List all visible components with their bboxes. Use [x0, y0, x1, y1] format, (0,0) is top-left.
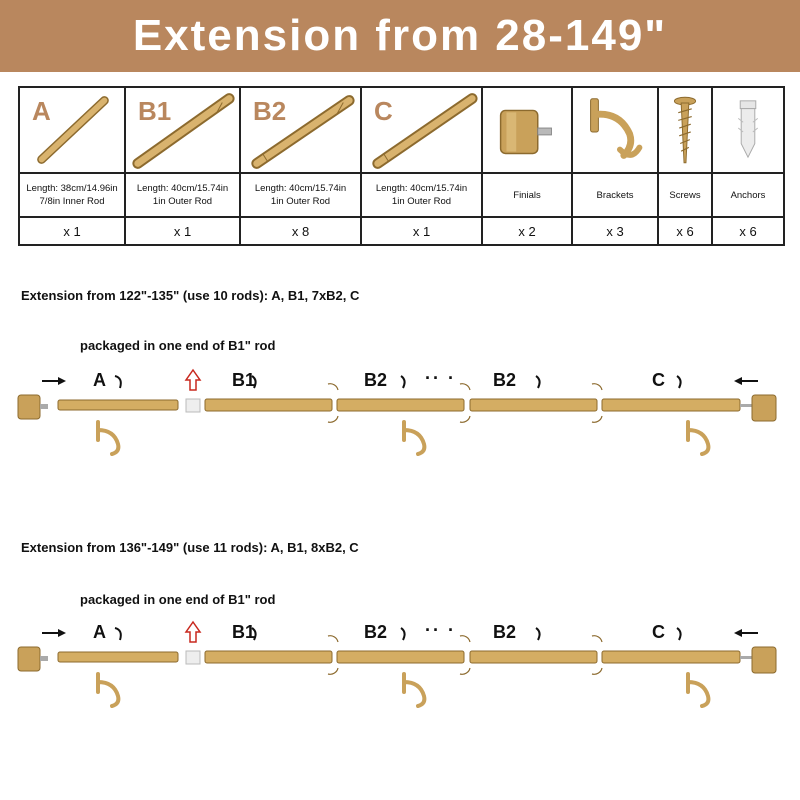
curved-arrow-icon — [115, 376, 121, 388]
connector-piece — [186, 651, 200, 664]
screw-icon — [659, 88, 711, 172]
part-desc-line: Length: 40cm/15.74in — [136, 183, 229, 194]
parts-quantity-row — [19, 217, 784, 245]
parts-table — [18, 86, 785, 246]
section-2-packaged-note: packaged in one end of B1" rod — [80, 592, 276, 607]
part-finial-cell — [482, 87, 572, 173]
part-bracket-cell — [572, 87, 658, 173]
part-desc-line: Finials — [513, 189, 541, 201]
curved-arrow-icon — [677, 628, 681, 640]
finial-left-icon — [18, 647, 40, 671]
rod-c-segment — [602, 651, 740, 663]
part-desc-line: Length: 40cm/15.74in — [254, 183, 347, 194]
rod-b2a-segment — [337, 399, 464, 411]
section-1-label-b2a: B2 — [364, 370, 388, 390]
part-qty: x 6 — [712, 217, 784, 245]
part-desc-line: Length: 38cm/14.96in — [26, 183, 118, 194]
bracket-icon — [573, 88, 657, 172]
finial-left-icon — [18, 395, 40, 419]
section-1-assembly-diagram — [0, 360, 800, 460]
part-b1-cell — [125, 87, 240, 173]
section-2-title: Extension from 136"-149" (use 11 rods): A, B1, 8xB2, C — [21, 540, 359, 555]
section-2-label-b1: B1 — [232, 622, 256, 642]
section-1-label-b2b: B2 — [493, 370, 517, 390]
section-2-label-c: C — [652, 622, 665, 642]
section-2-label-b2a: B2 — [364, 622, 388, 642]
part-desc-line: Brackets — [596, 189, 634, 201]
rod-b1-segment — [205, 399, 332, 411]
section-2-label-b2b: B2 — [493, 622, 517, 642]
parts-image-row — [19, 87, 784, 173]
curved-arrow-icon — [401, 628, 405, 640]
connector-piece — [186, 399, 200, 412]
curved-arrow-icon — [536, 376, 540, 388]
part-desc-line: 1in Outer Rod — [152, 196, 213, 207]
rod-a-icon — [20, 88, 124, 172]
bracket-small-icon — [98, 674, 708, 706]
insert-arrow-red-icon — [186, 370, 200, 390]
part-qty: x 8 — [240, 217, 361, 245]
part-qty: x 3 — [572, 217, 658, 245]
rod-b1-segment — [205, 651, 332, 663]
rod-b2b-segment — [470, 399, 597, 411]
finial-right-icon — [752, 395, 776, 421]
part-b2-letter: B2 — [253, 96, 287, 126]
parts-description-row — [19, 173, 784, 217]
rod-b2a-segment — [337, 651, 464, 663]
twist-icon — [328, 636, 338, 642]
finial-icon — [483, 88, 571, 172]
part-a-cell — [19, 87, 125, 173]
arrow-right-icon — [42, 377, 66, 385]
curved-arrow-icon — [252, 628, 256, 640]
part-desc-line: Screws — [669, 189, 701, 201]
part-screw-cell — [658, 87, 712, 173]
finial-right-icon — [752, 647, 776, 673]
curved-arrow-icon — [401, 376, 405, 388]
part-c-letter: C — [374, 96, 393, 126]
section-1-packaged-note: packaged in one end of B1" rod — [80, 338, 276, 353]
section-1-label-b1: B1 — [232, 370, 256, 390]
part-desc-line: 7/8in Inner Rod — [39, 196, 105, 207]
rod-a-segment — [58, 652, 178, 662]
section-2-ellipsis: ·· · — [425, 620, 456, 640]
curved-arrow-icon — [536, 628, 540, 640]
part-qty: x 2 — [482, 217, 572, 245]
part-desc-line: Length: 40cm/15.74in — [375, 183, 468, 194]
part-c-cell — [361, 87, 482, 173]
arrow-left-icon — [734, 377, 758, 385]
part-desc-line: Anchors — [730, 189, 766, 201]
part-qty: x 6 — [658, 217, 712, 245]
bracket-small-icon — [98, 422, 708, 454]
part-qty: x 1 — [19, 217, 125, 245]
section-2-label-a: A — [93, 622, 106, 642]
anchor-icon — [713, 88, 783, 172]
part-b2-cell — [240, 87, 361, 173]
rod-c-icon — [362, 88, 481, 172]
title-banner — [0, 0, 800, 72]
rod-c-segment — [602, 399, 740, 411]
part-qty: x 1 — [125, 217, 240, 245]
part-anchor-cell — [712, 87, 784, 173]
part-desc-line: 1in Outer Rod — [270, 196, 331, 207]
insert-arrow-red-icon — [186, 622, 200, 642]
section-1-ellipsis: ·· · — [425, 368, 456, 388]
part-a-letter: A — [32, 96, 51, 126]
arrow-left-icon — [734, 629, 758, 637]
curved-arrow-icon — [115, 628, 121, 640]
part-qty: x 1 — [361, 217, 482, 245]
banner-title: Extension from 28-149" — [132, 11, 668, 60]
rod-b2-icon — [241, 88, 360, 172]
curved-arrow-icon — [677, 376, 681, 388]
arrow-right-icon — [42, 629, 66, 637]
section-1-label-c: C — [652, 370, 665, 390]
curved-arrow-icon — [252, 376, 256, 388]
twist-icon — [328, 384, 338, 390]
rod-a-segment — [58, 400, 178, 410]
section-2-assembly-diagram — [0, 612, 800, 712]
part-desc-line: 1in Outer Rod — [391, 196, 452, 207]
section-1-title: Extension from 122"-135" (use 10 rods): A, B1, 7xB2, C — [21, 288, 360, 303]
part-b1-letter: B1 — [138, 96, 172, 126]
rod-b1-icon — [126, 88, 239, 172]
section-1-label-a: A — [93, 370, 106, 390]
rod-b2b-segment — [470, 651, 597, 663]
